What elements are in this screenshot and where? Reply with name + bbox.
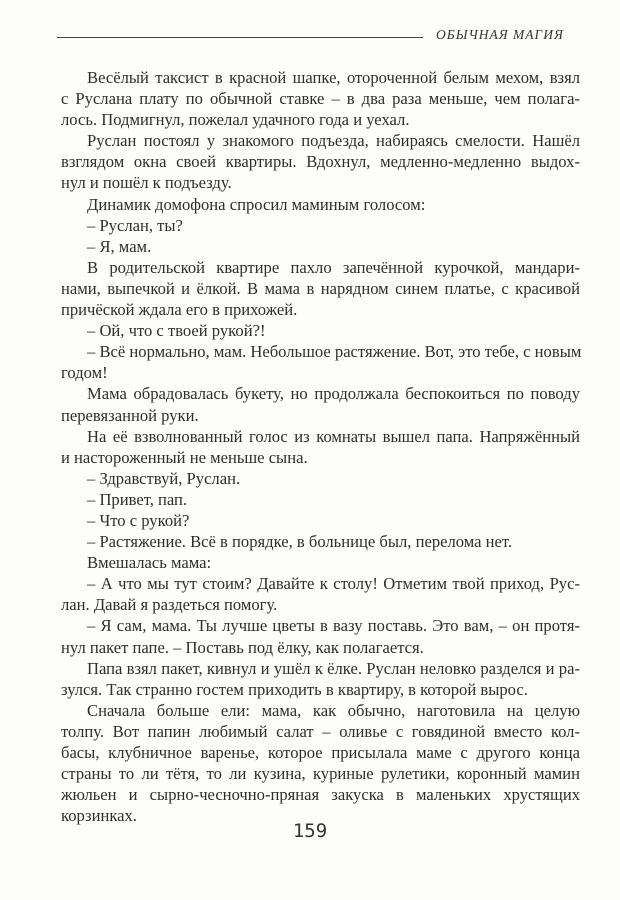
text-line: толпу. Вот папин любимый салат – оливье с говядиной вместо кол-: [61, 721, 580, 741]
text-line: – Здравствуй, Руслан.: [87, 468, 241, 488]
text-line: нул пакет папе. – Поставь под ёлку, как полагается.: [61, 637, 424, 657]
text-line: – Растяжение. Всё в порядке, в больнице был, перелома нет.: [87, 532, 513, 552]
text-line: нул и пошёл к подъезду.: [61, 173, 232, 193]
page-number: 159: [292, 820, 328, 842]
text-line: лан. Давай я раздеться помогу.: [61, 595, 278, 615]
text-line: корзинках.: [61, 806, 137, 826]
text-line: На её взволнованный голос из комнаты вышел папа. Напряжённый: [87, 426, 580, 446]
text-line: причёской ждала его в прихожей.: [61, 300, 298, 320]
text-line: Весёлый таксист в красной шапке, отороченной белым мехом, взял: [87, 68, 580, 87]
text-line: В родительской квартире пахло запечённой курочкой, мандари-: [87, 257, 580, 277]
text-line: – Я, мам.: [87, 236, 152, 256]
text-line: Вмешалась мама:: [87, 553, 212, 573]
running-title: ОБЫЧНАЯ МАГИЯ: [436, 27, 564, 42]
text-line: и настороженный не меньше сына.: [61, 447, 308, 467]
text-line: жюльен и сырно-чесночно-пряная закуска в маленьких хрустящих: [61, 785, 580, 805]
text-line: Сначала больше ели: мама, как обычно, наготовила на целую: [87, 700, 580, 720]
text-line: лось. Подмигнул, пожелал удачного года и уехал.: [61, 110, 410, 130]
text-line: перевязанной руки.: [61, 405, 199, 425]
text-line: – Я сам, мама. Ты лучше цветы в вазу поставь. Это вам, – он протя-: [87, 616, 580, 636]
page-body: [61, 67, 580, 826]
header-rule: [57, 37, 423, 38]
text-line: – Всё нормально, мам. Небольшое растяжение. Вот, это тебе, с новым: [87, 342, 582, 362]
text-line: взглядом окна своей квартиры. Вдохнул, медленно-медленно выдох-: [61, 152, 580, 172]
text-line: нами, выпечкой и ёлкой. В мама в нарядном синем платье, с красивой: [61, 278, 580, 298]
text-line: – Руслан, ты?: [87, 215, 183, 235]
text-line: зулся. Так странно гостем приходить в квартиру, в которой вырос.: [61, 679, 528, 699]
text-line: – А что мы тут стоим? Давайте к столу! Отметим твой приход, Рус-: [87, 574, 580, 594]
text-line: Мама обрадовалась букету, но продолжала беспокоиться по поводу: [87, 384, 580, 404]
text-line: – Привет, пап.: [87, 489, 188, 509]
text-line: с Руслана плату по обычной ставке – в два раза меньше, чем полага-: [61, 89, 580, 109]
text-line: Папа взял пакет, кивнул и ушёл к ёлке. Руслан неловко разделся и ра-: [87, 658, 580, 678]
text-line: басы, клубничное варенье, которое присылала маме с другого конца: [61, 743, 580, 762]
text-line: Руслан постоял у знакомого подъезда, набираясь смелости. Нашёл: [87, 131, 580, 151]
text-line: – Что с рукой?: [87, 510, 190, 530]
text-line: Динамик домофона спросил маминым голосом:: [87, 194, 426, 214]
text-line: – Ой, что с твоей рукой?!: [87, 321, 266, 341]
text-line: страны то ли тётя, то ли кузина, куриные рулетики, коронный мамин: [61, 764, 580, 784]
text-line: годом!: [61, 363, 108, 383]
